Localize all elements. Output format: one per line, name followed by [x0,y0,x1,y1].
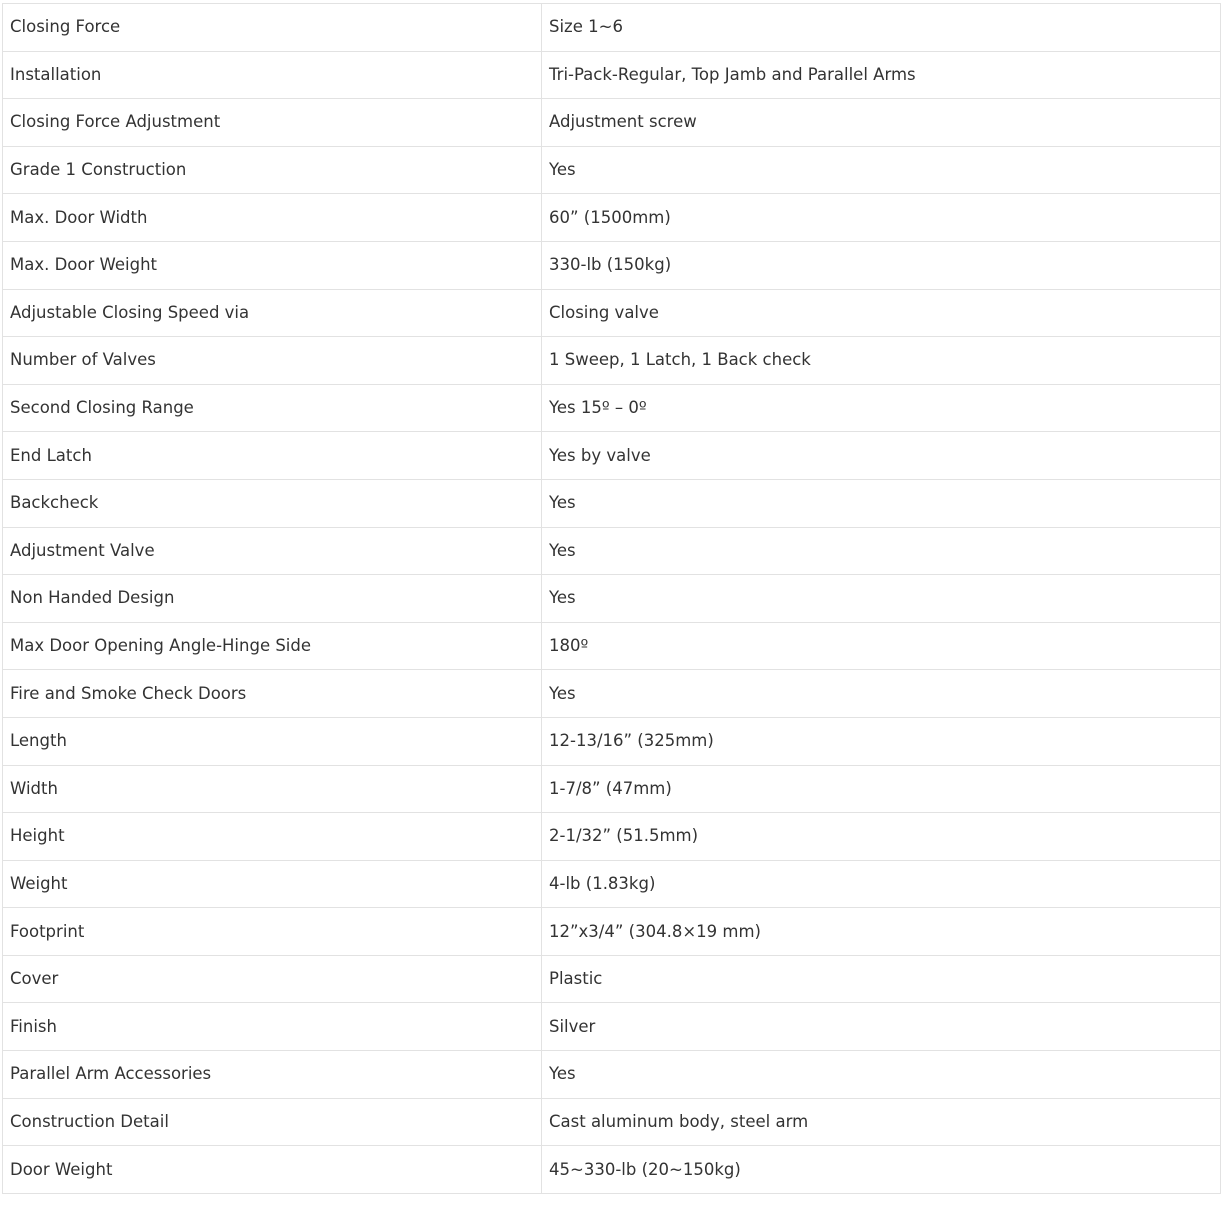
spec-table-body [3,4,1221,1194]
spec-value: Size 1~6 [542,4,1221,52]
table-row [3,670,1221,718]
spec-value: Yes [542,575,1221,623]
table-row [3,1146,1221,1194]
spec-label: Length [3,717,542,765]
spec-table [2,3,1221,1194]
spec-label: Second Closing Range [3,384,542,432]
spec-label: Cover [3,955,542,1003]
spec-label: Non Handed Design [3,575,542,623]
table-row [3,99,1221,147]
table-row [3,860,1221,908]
table-row [3,241,1221,289]
spec-value: 2-1/32” (51.5mm) [542,813,1221,861]
spec-label: Fire and Smoke Check Doors [3,670,542,718]
table-row [3,955,1221,1003]
table-row [3,765,1221,813]
spec-label: Closing Force [3,4,542,52]
spec-label: Number of Valves [3,337,542,385]
spec-value: Cast aluminum body, steel arm [542,1098,1221,1146]
table-row [3,908,1221,956]
table-row [3,337,1221,385]
spec-value: Yes 15º – 0º [542,384,1221,432]
spec-label: Door Weight [3,1146,542,1194]
table-row [3,1003,1221,1051]
spec-label: Adjustment Valve [3,527,542,575]
table-row [3,146,1221,194]
spec-value: Yes [542,1051,1221,1099]
table-row [3,813,1221,861]
table-row [3,527,1221,575]
spec-value: 4-lb (1.83kg) [542,860,1221,908]
spec-label: Closing Force Adjustment [3,99,542,147]
spec-label: Construction Detail [3,1098,542,1146]
spec-label: Adjustable Closing Speed via [3,289,542,337]
spec-label: End Latch [3,432,542,480]
spec-value: Plastic [542,955,1221,1003]
spec-value: Yes by valve [542,432,1221,480]
spec-value: Closing valve [542,289,1221,337]
table-row [3,432,1221,480]
table-row [3,194,1221,242]
spec-value: 60” (1500mm) [542,194,1221,242]
spec-label: Parallel Arm Accessories [3,1051,542,1099]
table-row [3,384,1221,432]
spec-label: Max Door Opening Angle-Hinge Side [3,622,542,670]
spec-value: 180º [542,622,1221,670]
spec-value: 12”x3/4” (304.8×19 mm) [542,908,1221,956]
spec-value: 1 Sweep, 1 Latch, 1 Back check [542,337,1221,385]
spec-label: Width [3,765,542,813]
spec-value: 12-13/16” (325mm) [542,717,1221,765]
spec-value: Yes [542,146,1221,194]
spec-label: Grade 1 Construction [3,146,542,194]
spec-label: Footprint [3,908,542,956]
spec-value: Tri-Pack-Regular, Top Jamb and Parallel Arms [542,51,1221,99]
table-row [3,1051,1221,1099]
table-row [3,289,1221,337]
spec-label: Finish [3,1003,542,1051]
spec-label: Weight [3,860,542,908]
table-row [3,1098,1221,1146]
spec-value: Yes [542,527,1221,575]
table-row [3,4,1221,52]
spec-value: 330-lb (150kg) [542,241,1221,289]
spec-value: Adjustment screw [542,99,1221,147]
spec-value: Silver [542,1003,1221,1051]
spec-value: Yes [542,670,1221,718]
table-row [3,717,1221,765]
spec-label: Installation [3,51,542,99]
table-row [3,622,1221,670]
table-row [3,575,1221,623]
spec-label: Max. Door Width [3,194,542,242]
spec-label: Height [3,813,542,861]
spec-value: 45~330-lb (20~150kg) [542,1146,1221,1194]
spec-label: Max. Door Weight [3,241,542,289]
spec-value: 1-7/8” (47mm) [542,765,1221,813]
spec-value: Yes [542,479,1221,527]
table-row [3,479,1221,527]
spec-label: Backcheck [3,479,542,527]
table-row [3,51,1221,99]
